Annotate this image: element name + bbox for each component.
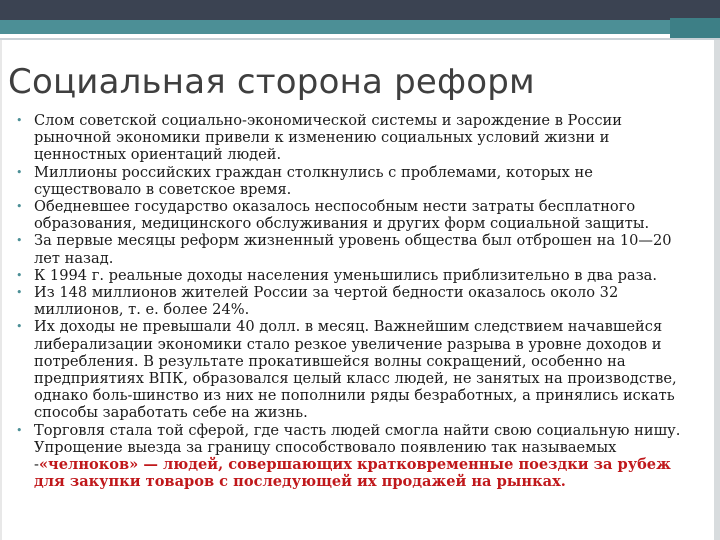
bullet-item — [10, 198, 702, 232]
left-border — [0, 40, 2, 540]
bullet-icon: • — [16, 114, 23, 127]
bullet-icon: • — [16, 423, 23, 437]
bullet-text: К 1994 г. реальные доходы населения уменьшились приблизительно в два раза. — [34, 266, 657, 284]
bullet-text: Миллионы российских граждан столкнулись с проблемами, которых не существовало в советское время. — [34, 163, 593, 198]
bullet-icon: • — [16, 286, 23, 300]
bullet-icon: • — [16, 320, 23, 334]
bullet-item — [10, 232, 702, 266]
bullet-item — [10, 318, 702, 421]
header-divider — [0, 38, 720, 40]
bullet-text: Обедневшее государство оказалось неспособным нести затраты бесплатного образования, медицинского обслуживания и других форм социальной защиты. — [34, 198, 650, 233]
header-accent-block — [670, 18, 720, 40]
bullet-list — [10, 112, 702, 490]
bullet-icon: • — [16, 234, 23, 248]
bullet-item — [10, 267, 702, 284]
header-accent-bar — [0, 20, 720, 34]
bullet-text: Из 148 миллионов жителей России за чертой бедности оказалось около 32 миллионов, т. е. более 24%. — [34, 284, 619, 319]
bullet-icon: • — [16, 268, 23, 282]
bullet-text: За первые месяцы реформ жизненный уровень общества был отброшен на 10—20 лет назад. — [34, 232, 672, 267]
bullet-item — [10, 284, 702, 318]
bullet-item — [10, 112, 702, 164]
bullet-icon: • — [16, 165, 23, 179]
bullet-item — [10, 164, 702, 198]
header-dark-bar — [0, 0, 720, 20]
bullet-text: Их доходы не превышали 40 долл. в месяц. Важнейшим следствием начавшейся либерализации экономики стало резкое увеличение разрыва в уровне доходов и потребления. В результате прокатившейся волны сокращений, особенно на предприятиях ВПК, образовался целый класс людей, не занятых на производстве, однако боль-шинство из них не пополнили ряды безработных, а принялись искать способы заработать себе на жизнь. — [34, 318, 677, 422]
highlighted-text: «челноков» — людей, совершающих кратковременные поездки за рубеж для закупки товаров с последующей их продажей на рынках. — [34, 456, 671, 491]
right-border — [714, 40, 720, 540]
bullet-text: Слом советской социально-экономической системы и зарождение в России рыночной экономики привели к изменению социальных условий жизни и ценностных ориентаций людей. — [34, 112, 622, 164]
bullet-item — [10, 422, 702, 491]
bullet-text: Торговля стала той сферой, где часть людей смогла найти свою социальную нишу. Упрощение выезда за границу способствовало появлению так называемых - — [34, 421, 681, 474]
slide-title: Социальная сторона реформ — [8, 62, 535, 102]
bullet-icon: • — [16, 200, 23, 214]
